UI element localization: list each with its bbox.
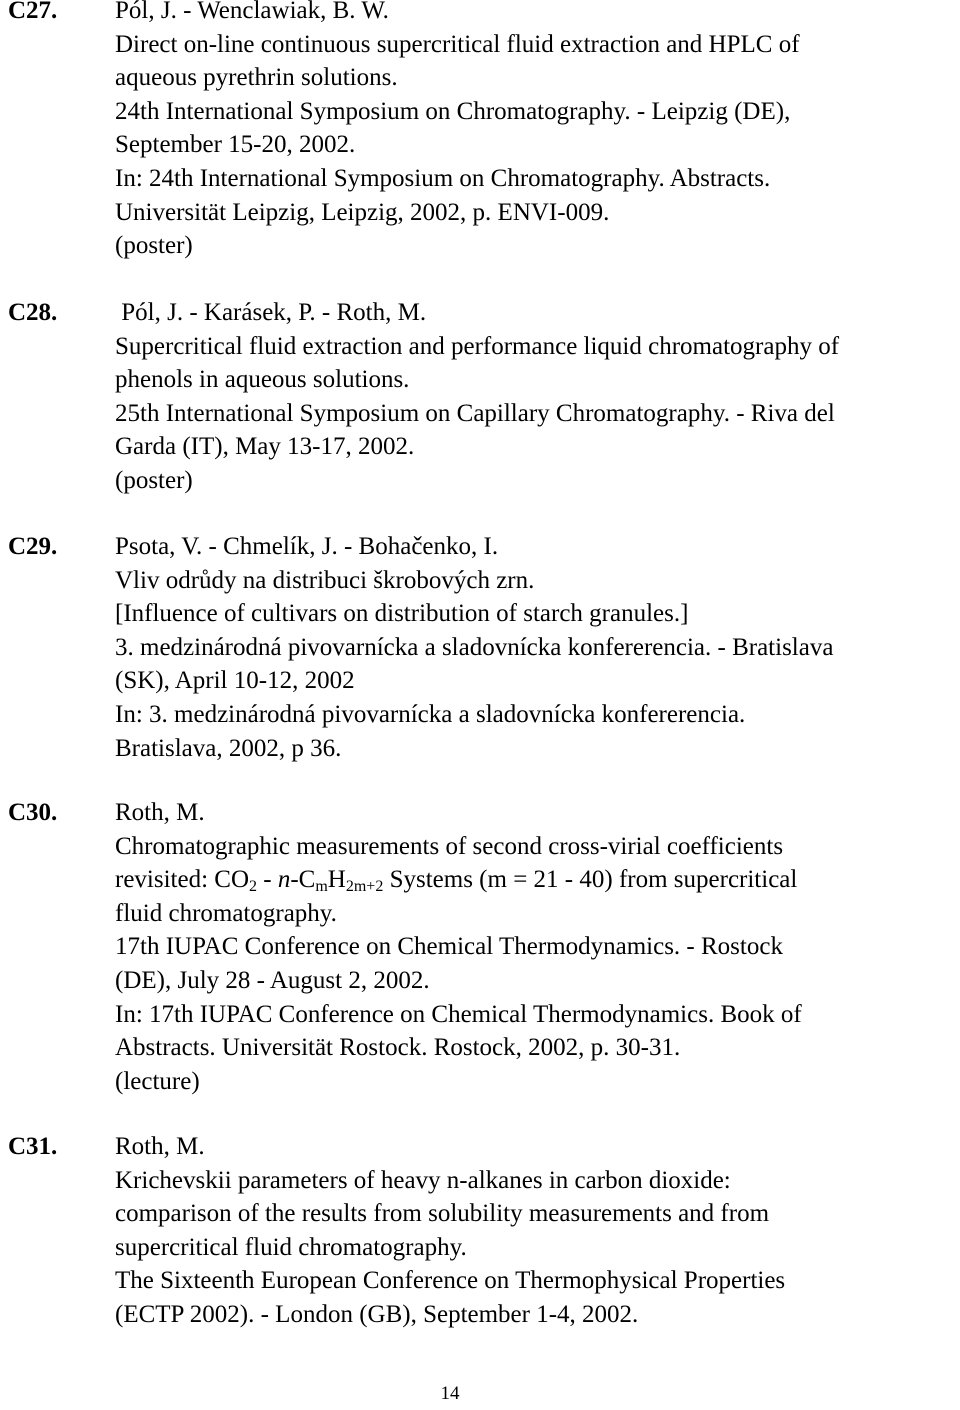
title-text: revisited: CO [115, 866, 250, 894]
date-line: Garda (IT), May 13-17, 2002. [115, 433, 415, 461]
venue-line: 3. medzinárodná pivovarnícka a sladovnícka konfererencia. - Bratislava [115, 633, 834, 661]
m-subscript: m [315, 878, 328, 896]
authors-line: Psota, V. - Chmelík, J. - Bohačenko, I. [115, 533, 499, 560]
date-line: (ECTP 2002). - London (GB), September 1-4, 2002. [115, 1300, 639, 1328]
entry-text [115, 1130, 960, 1332]
entry-number: C31. [8, 1133, 58, 1160]
title-text: - [257, 866, 278, 894]
entry-text [115, 0, 960, 263]
authors-line: Roth, M. [115, 1133, 205, 1160]
title-line: Krichevskii parameters of heavy n-alkanes in carbon dioxide: [115, 1166, 731, 1194]
entry-number: C30. [8, 799, 58, 826]
authors-line: Pól, J. - Wenclawiak, B. W. [115, 0, 389, 24]
proceedings-line: In: 3. medzinárodná pivovarnícka a sladovnícka konfererencia. [115, 700, 746, 728]
presentation-type: (poster) [115, 466, 193, 494]
title-line: aqueous pyrethrin solutions. [115, 64, 398, 92]
entry-text [115, 530, 960, 765]
venue-line: The Sixteenth European Conference on Thermophysical Properties [115, 1267, 786, 1295]
publisher-line: Universität Leipzig, Leipzig, 2002, p. ENVI-009. [115, 198, 610, 226]
n-italic: n [277, 866, 291, 894]
title-line: comparison of the results from solubility measurements and from [115, 1200, 770, 1228]
entry-number: C27. [8, 0, 58, 24]
proceedings-line: In: 24th International Symposium on Chromatography. Abstracts. [115, 164, 771, 192]
authors-line: Roth, M. [115, 799, 205, 826]
translated-title-line: [Influence of cultivars on distribution of starch granules.] [115, 600, 689, 628]
title-text: H [327, 866, 346, 894]
title-line: Direct on-line continuous supercritical fluid extraction and HPLC of [115, 30, 800, 58]
title-line: Supercritical fluid extraction and performance liquid chromatography of [115, 332, 840, 360]
venue-line: 25th International Symposium on Capillary Chromatography. - Riva del [115, 399, 835, 427]
presentation-type: (poster) [115, 232, 193, 260]
authors-line: Pól, J. - Karásek, P. - Roth, M. [115, 299, 427, 326]
title-line: Chromatographic measurements of second cross-virial coefficients [115, 832, 784, 860]
title-line: phenols in aqueous solutions. [115, 366, 410, 394]
presentation-type: (lecture) [115, 1067, 200, 1095]
proceedings-line: In: 17th IUPAC Conference on Chemical Thermodynamics. Book of [115, 1000, 802, 1028]
date-line: (SK), April 10-12, 2002 [115, 667, 355, 695]
entry-number: C29. [8, 533, 58, 560]
venue-line: 24th International Symposium on Chromatography. - Leipzig (DE), [115, 97, 791, 125]
title-line: supercritical fluid chromatography. [115, 1233, 467, 1261]
entry-text [115, 296, 960, 498]
publisher-line: Abstracts. Universität Rostock. Rostock, 2002, p. 30-31. [115, 1034, 681, 1062]
publisher-line: Bratislava, 2002, p 36. [115, 734, 342, 762]
title-text: Systems (m = 21 - 40) from supercritical [383, 866, 798, 894]
venue-line: 17th IUPAC Conference on Chemical Thermodynamics. - Rostock [115, 933, 783, 961]
page-number: 14 [440, 1383, 460, 1404]
date-line: September 15-20, 2002. [115, 131, 356, 159]
title-line: Vliv odrůdy na distribuci škrobových zrn. [115, 566, 535, 594]
date-line: (DE), July 28 - August 2, 2002. [115, 966, 430, 994]
entry-text [115, 796, 960, 1098]
h-subscript: 2m+2 [345, 878, 384, 896]
title-formula-line [115, 863, 960, 897]
title-line: fluid chromatography. [115, 899, 337, 927]
title-text: -C [290, 866, 316, 894]
co2-subscript: 2 [249, 878, 258, 896]
entry-number: C28. [8, 299, 58, 326]
